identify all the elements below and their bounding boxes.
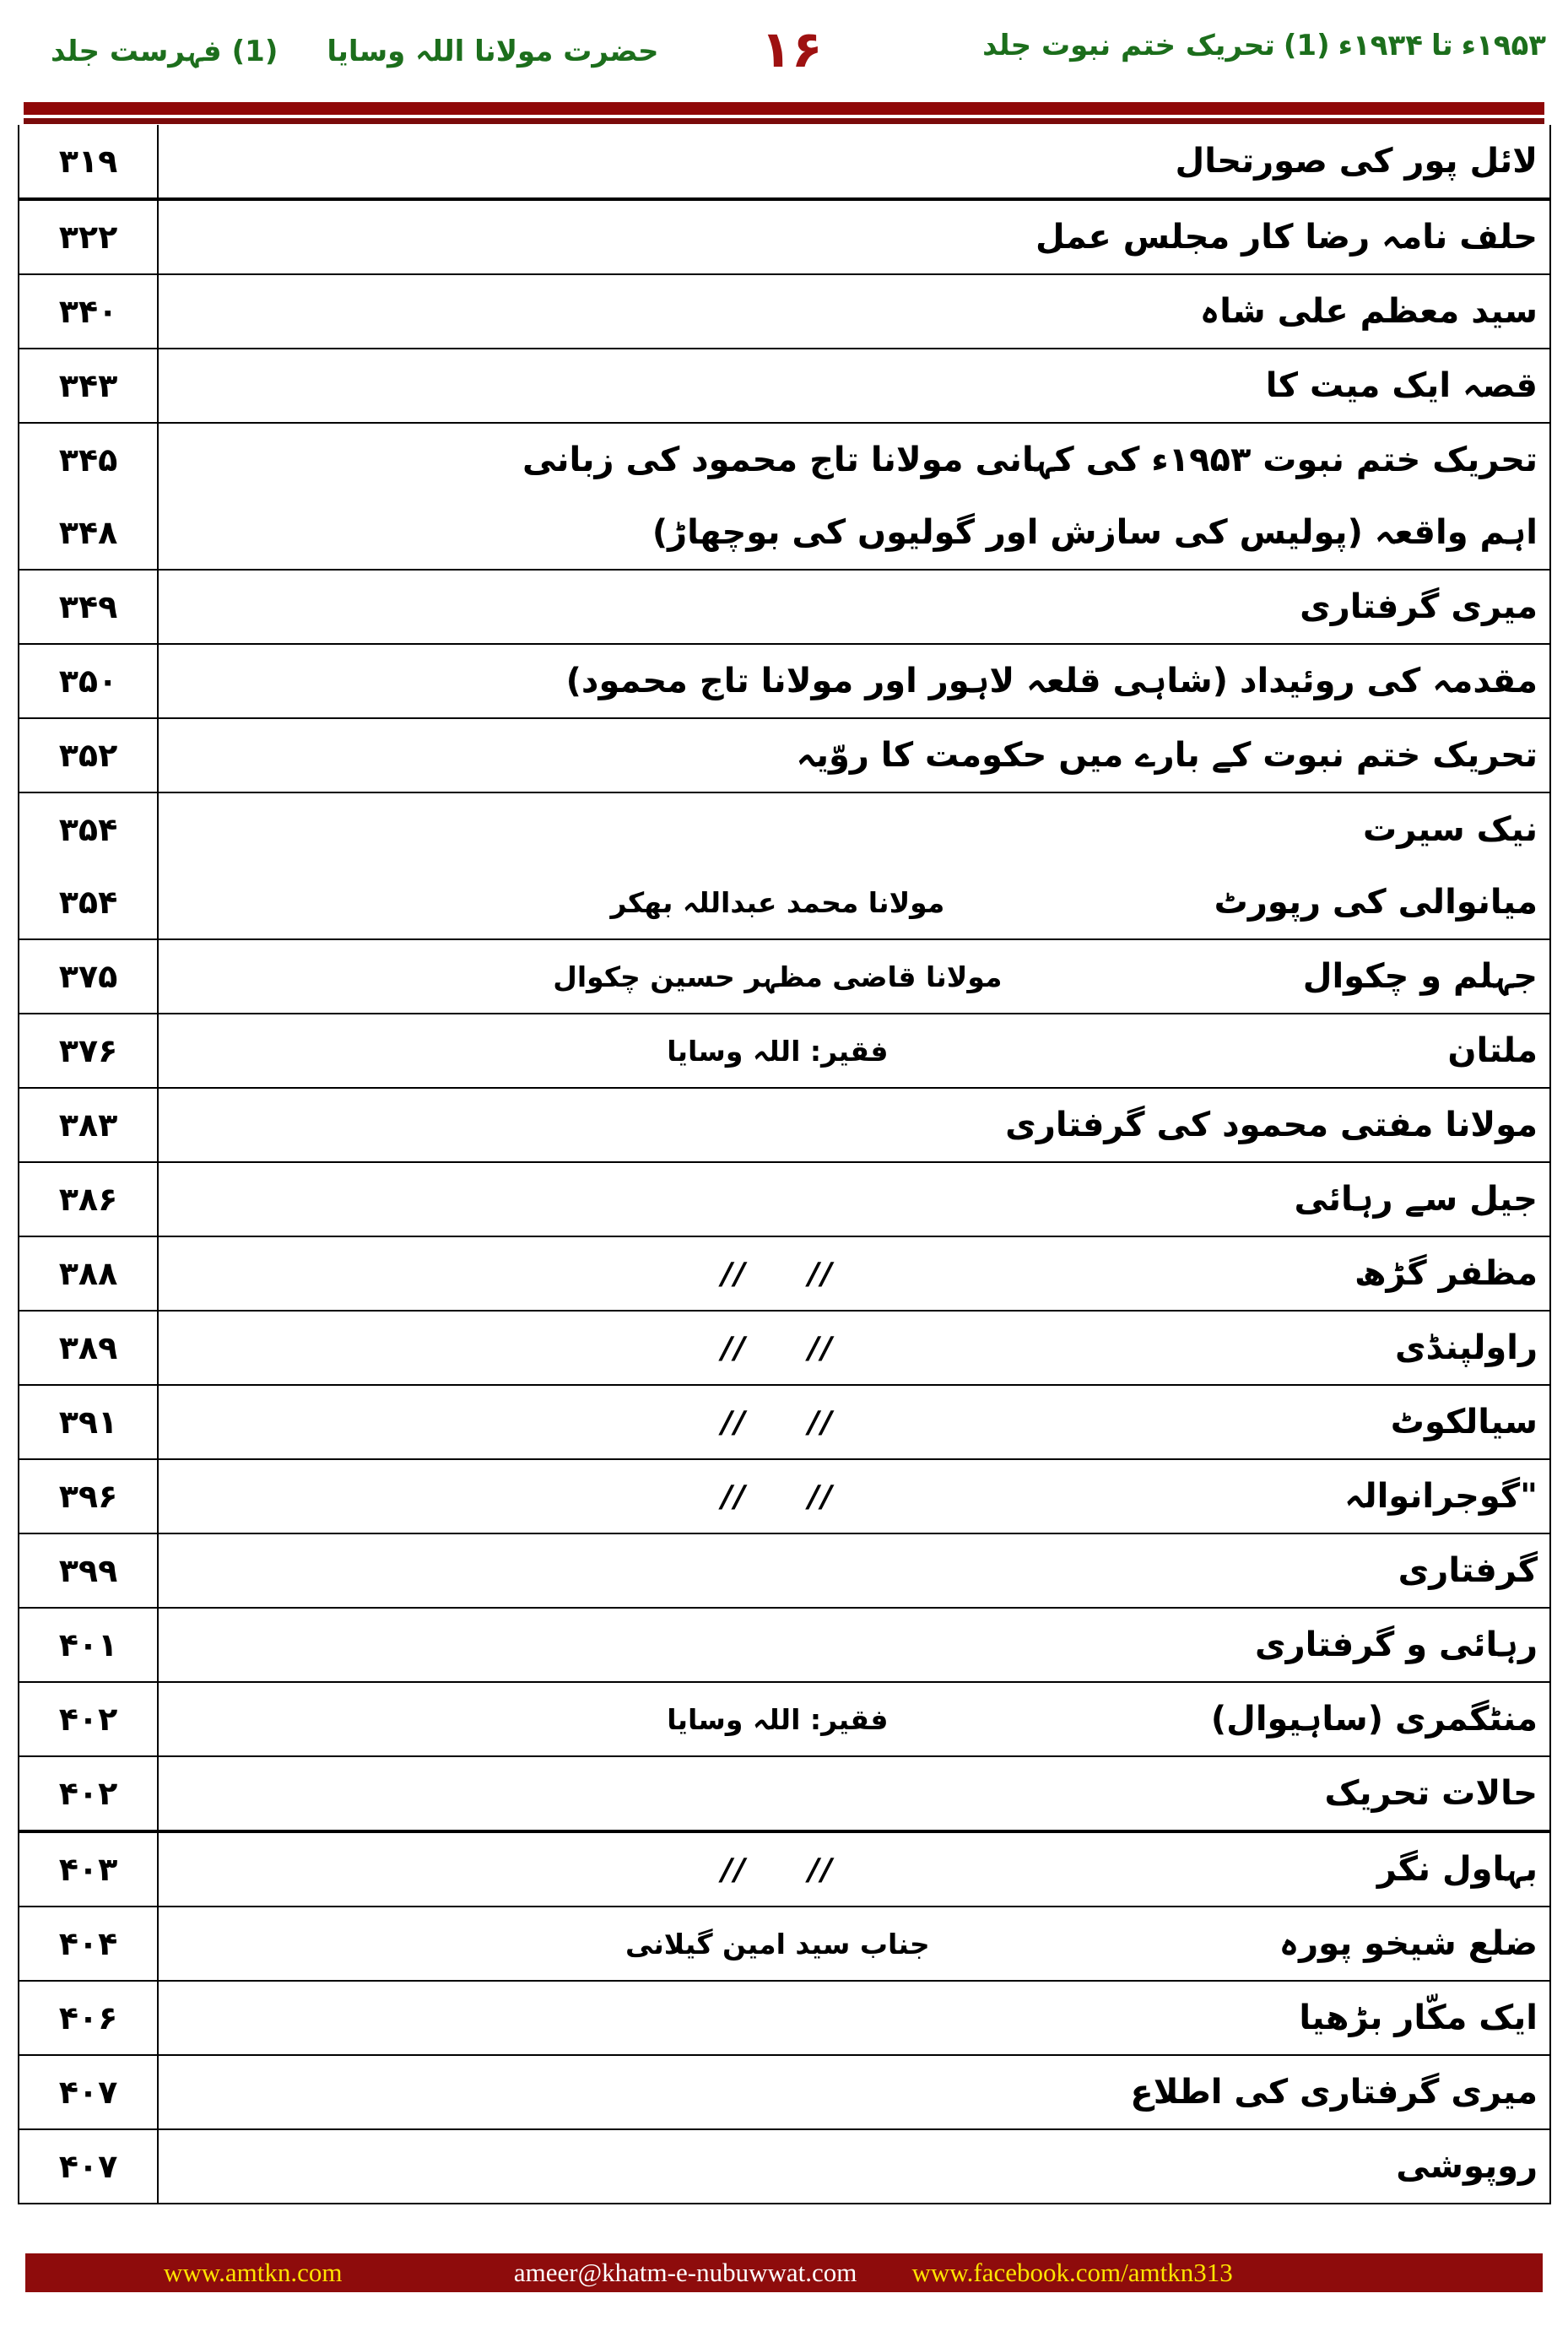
entry-column xyxy=(159,1089,1549,1161)
toc-row xyxy=(19,645,1549,719)
entry-page-number: ۳۸۸ xyxy=(58,1255,118,1292)
entry-annotation: مولانا محمد عبداللہ بھکر xyxy=(610,885,945,919)
entry-annotation: فقیر: اللہ وسایا xyxy=(667,1034,889,1068)
page-number-column xyxy=(19,940,159,1013)
page-number-column xyxy=(19,1460,159,1533)
page-number-column xyxy=(19,1534,159,1607)
toc-row xyxy=(19,1833,1549,1907)
header-left-part-0: فہرست جلد xyxy=(51,35,222,68)
header-rule xyxy=(24,102,1544,124)
toc-entry xyxy=(159,275,1549,348)
page-number-column xyxy=(19,1907,159,1980)
entry-title: ملتان xyxy=(1447,1031,1538,1070)
entry-column xyxy=(159,1386,1549,1458)
toc-row xyxy=(19,275,1549,349)
entry-page-number: ۴۰۷ xyxy=(58,2074,118,2111)
entry-annotation: مولانا قاضی مظہر حسین چکوال xyxy=(553,960,1003,993)
entry-page-number: ۳۹۹ xyxy=(58,1552,118,1589)
header-right-part-0: تحریک ختم نبوت جلد xyxy=(982,29,1275,62)
entry-column xyxy=(159,1683,1549,1755)
entry-title: ضلع شیخو پورہ xyxy=(1279,1924,1538,1963)
page-number-column xyxy=(19,1982,159,2054)
header-rule-thick-bar xyxy=(24,102,1544,115)
entry-page-number: ۳۱۹ xyxy=(58,143,118,180)
toc-entry xyxy=(159,793,1549,866)
entry-column xyxy=(159,125,1549,197)
toc-entry xyxy=(159,349,1549,422)
entry-title: نیک سیرت xyxy=(1363,810,1538,849)
page-number-column xyxy=(19,2056,159,2128)
entry-page-number: ۳۲۲ xyxy=(58,219,118,256)
toc-row xyxy=(19,1609,1549,1683)
entry-title: رہائی و گرفتاری xyxy=(1254,1625,1538,1664)
page-number-column xyxy=(19,125,159,197)
entry-column xyxy=(159,1833,1549,1906)
page-number-column xyxy=(19,424,159,569)
entry-page-number: ۳۴۰ xyxy=(58,293,118,330)
header-right-part-1: (1) xyxy=(1283,29,1330,62)
toc-entry xyxy=(159,2056,1549,2128)
entry-title: "گوجرانوالہ xyxy=(1344,1477,1538,1516)
entry-ditto-marks: // // xyxy=(721,1404,834,1440)
entry-ditto-marks: // // xyxy=(721,1852,834,1887)
entry-page-number: ۳۷۵ xyxy=(58,958,118,995)
toc-entry xyxy=(159,1609,1549,1681)
entry-column xyxy=(159,1237,1549,1310)
entry-page-number: ۴۰۶ xyxy=(58,1999,118,2036)
entry-title: حلف نامہ رضا کار مجلس عمل xyxy=(1035,218,1538,257)
entry-ditto-marks: // // xyxy=(721,1256,834,1291)
toc-entry xyxy=(159,1312,1549,1384)
header-right-part-2: ۱۹۳۴ء xyxy=(1338,29,1424,62)
page-number-column xyxy=(19,1757,159,1830)
page-number-column xyxy=(19,719,159,792)
header-left-part-1: (1) xyxy=(231,35,278,68)
toc-entry xyxy=(159,1683,1549,1755)
entry-page-number: ۳۵۴ xyxy=(58,884,118,921)
page-number-column xyxy=(19,1237,159,1310)
page-number-column xyxy=(19,571,159,643)
entry-column xyxy=(159,940,1549,1013)
entry-title: جیل سے رہائی xyxy=(1294,1180,1538,1219)
toc-entry xyxy=(159,1386,1549,1458)
entry-title: میری گرفتاری xyxy=(1300,587,1538,626)
entry-title: منٹگمری (ساہیوال) xyxy=(1210,1700,1538,1739)
entry-page-number: ۳۹۶ xyxy=(58,1478,118,1515)
toc-row xyxy=(19,2056,1549,2130)
entry-title: مقدمہ کی روئیداد (شاہی قلعہ لاہور اور مولانا تاج محمود) xyxy=(565,662,1538,700)
toc-entry xyxy=(159,1014,1549,1087)
toc-entry xyxy=(159,424,1549,496)
footer-facebook: www.facebook.com/amtkn313 xyxy=(911,2258,1233,2287)
footer-email: ameer@khatm-e-nubuwwat.com xyxy=(513,2258,857,2287)
toc-row xyxy=(19,1312,1549,1386)
page-number-column xyxy=(19,2130,159,2203)
entry-page-number: ۳۸۹ xyxy=(58,1329,118,1366)
toc-row xyxy=(19,1982,1549,2056)
toc-entry xyxy=(159,201,1549,273)
toc-entry xyxy=(159,2130,1549,2203)
page-number-column xyxy=(19,1609,159,1681)
footer-website: www.amtkn.com xyxy=(163,2258,343,2287)
entry-page-number: ۴۰۷ xyxy=(58,2148,118,2185)
toc-row xyxy=(19,1089,1549,1163)
toc-entry xyxy=(159,571,1549,643)
entry-title: ایک مکّار بڑھیا xyxy=(1299,1999,1538,2037)
entry-page-number: ۳۵۲ xyxy=(58,737,118,774)
header-rule-thin-bar xyxy=(24,118,1544,124)
entry-column xyxy=(159,1757,1549,1830)
entry-page-number: ۳۴۳ xyxy=(58,367,118,404)
entry-column xyxy=(159,793,1549,938)
toc-entry xyxy=(159,1163,1549,1236)
toc-row xyxy=(19,1460,1549,1534)
entry-page-number: ۴۰۲ xyxy=(58,1701,118,1738)
toc-row xyxy=(19,349,1549,424)
entry-page-number: ۳۸۶ xyxy=(58,1181,118,1218)
entry-column xyxy=(159,201,1549,273)
toc-entry xyxy=(159,125,1549,197)
page-number-column xyxy=(19,793,159,938)
toc-entry xyxy=(159,496,1549,569)
toc-row xyxy=(19,940,1549,1014)
page-number-column xyxy=(19,645,159,717)
page-number-column xyxy=(19,1014,159,1087)
header-right-part-3: تا xyxy=(1431,29,1453,62)
page-number-column xyxy=(19,349,159,422)
entry-column xyxy=(159,1982,1549,2054)
toc-row xyxy=(19,1757,1549,1833)
page-number-column xyxy=(19,1089,159,1161)
entry-title: گرفتاری xyxy=(1398,1551,1538,1590)
toc-row xyxy=(19,1237,1549,1312)
entry-page-number: ۳۵۰ xyxy=(58,663,118,700)
toc-row xyxy=(19,1014,1549,1089)
entry-column xyxy=(159,424,1549,569)
toc-row xyxy=(19,1907,1549,1982)
toc-row xyxy=(19,793,1549,940)
entry-title: میانوالی کی رپورٹ xyxy=(1214,883,1538,922)
toc-entry xyxy=(159,1460,1549,1533)
entry-column xyxy=(159,2056,1549,2128)
toc-entry xyxy=(159,719,1549,792)
entry-column xyxy=(159,275,1549,348)
toc-entry xyxy=(159,1757,1549,1830)
entry-title: اہم واقعہ (پولیس کی سازش اور گولیوں کی بوچھاڑ) xyxy=(652,513,1538,552)
entry-column xyxy=(159,645,1549,717)
entry-page-number: ۳۴۵ xyxy=(58,441,118,479)
entry-title: لائل پور کی صورتحال xyxy=(1175,142,1538,181)
page-number-column xyxy=(19,275,159,348)
entry-column xyxy=(159,571,1549,643)
toc-entry xyxy=(159,645,1549,717)
toc-row xyxy=(19,719,1549,793)
entry-column xyxy=(159,349,1549,422)
page-number-column xyxy=(19,1163,159,1236)
page-number: ۱۶ xyxy=(760,20,823,79)
toc-entry xyxy=(159,1982,1549,2054)
entry-column xyxy=(159,1163,1549,1236)
entry-title: مولانا مفتی محمود کی گرفتاری xyxy=(1005,1106,1538,1144)
toc-entry xyxy=(159,1534,1549,1607)
entry-column xyxy=(159,1534,1549,1607)
entry-page-number: ۴۰۳ xyxy=(58,1851,118,1888)
entry-title: تحریک ختم نبوت ۱۹۵۳ء کی کہانی مولانا تاج محمود کی زبانی xyxy=(522,441,1538,479)
entry-title: قصہ ایک میت کا xyxy=(1265,366,1538,405)
toc-row xyxy=(19,1534,1549,1609)
toc-row xyxy=(19,1386,1549,1460)
entry-page-number: ۳۷۶ xyxy=(58,1032,118,1069)
toc-entry xyxy=(159,940,1549,1013)
entry-title: میری گرفتاری کی اطلاع xyxy=(1130,2073,1538,2112)
entry-page-number: ۳۴۸ xyxy=(58,514,118,551)
entry-title: روپوشی xyxy=(1396,2147,1538,2186)
toc-row xyxy=(19,125,1549,201)
header-right-title xyxy=(982,29,1546,62)
toc-row xyxy=(19,201,1549,275)
page-number-column xyxy=(19,1683,159,1755)
header-left-title xyxy=(51,34,659,68)
toc-entry xyxy=(159,1833,1549,1906)
toc-entry xyxy=(159,1089,1549,1161)
page-number-column xyxy=(19,1312,159,1384)
toc-row xyxy=(19,1163,1549,1237)
entry-page-number: ۳۸۳ xyxy=(58,1106,118,1144)
toc-row xyxy=(19,1683,1549,1757)
entry-column xyxy=(159,1907,1549,1980)
entry-column xyxy=(159,1014,1549,1087)
toc-entry xyxy=(159,1237,1549,1310)
page-number-column xyxy=(19,1833,159,1906)
page-number-column xyxy=(19,1386,159,1458)
entry-annotation: جناب سید امین گیلانی xyxy=(625,1927,930,1961)
toc-row xyxy=(19,2130,1549,2204)
entry-column xyxy=(159,1460,1549,1533)
entry-title: راولپنڈی xyxy=(1394,1328,1538,1367)
toc-row xyxy=(19,424,1549,571)
entry-annotation: فقیر: اللہ وسایا xyxy=(667,1702,889,1736)
entry-title: جہلم و چکوال xyxy=(1302,957,1538,996)
entry-title: سیالکوٹ xyxy=(1390,1403,1538,1441)
entry-title: مظفر گڑھ xyxy=(1354,1254,1538,1293)
entry-column xyxy=(159,719,1549,792)
entry-title: سید معظم علی شاہ xyxy=(1199,292,1538,331)
page-number-column xyxy=(19,201,159,273)
entry-page-number: ۴۰۱ xyxy=(58,1626,118,1663)
toc-table xyxy=(18,125,1551,2204)
header-right-part-4: ۱۹۵۳ء xyxy=(1461,29,1546,62)
header-left-part-2: حضرت مولانا اللہ وسایا xyxy=(327,35,659,68)
entry-page-number: ۳۴۹ xyxy=(58,588,118,625)
entry-title: بہاول نگر xyxy=(1376,1850,1538,1889)
entry-page-number: ۴۰۴ xyxy=(58,1925,118,1962)
entry-column xyxy=(159,2130,1549,2203)
entry-page-number: ۳۹۱ xyxy=(58,1404,118,1441)
entry-column xyxy=(159,1312,1549,1384)
entry-page-number: ۴۰۲ xyxy=(58,1775,118,1812)
entry-ditto-marks: // // xyxy=(721,1330,834,1366)
entry-column xyxy=(159,1609,1549,1681)
toc-entry xyxy=(159,1907,1549,1980)
entry-title: تحریک ختم نبوت کے بارے میں حکومت کا روّیہ xyxy=(796,736,1538,775)
footer-bar xyxy=(25,2253,1543,2292)
entry-ditto-marks: // // xyxy=(721,1479,834,1514)
entry-page-number: ۳۵۴ xyxy=(58,811,118,848)
entry-title: حالات تحریک xyxy=(1324,1774,1538,1813)
toc-entry xyxy=(159,866,1549,938)
toc-row xyxy=(19,571,1549,645)
